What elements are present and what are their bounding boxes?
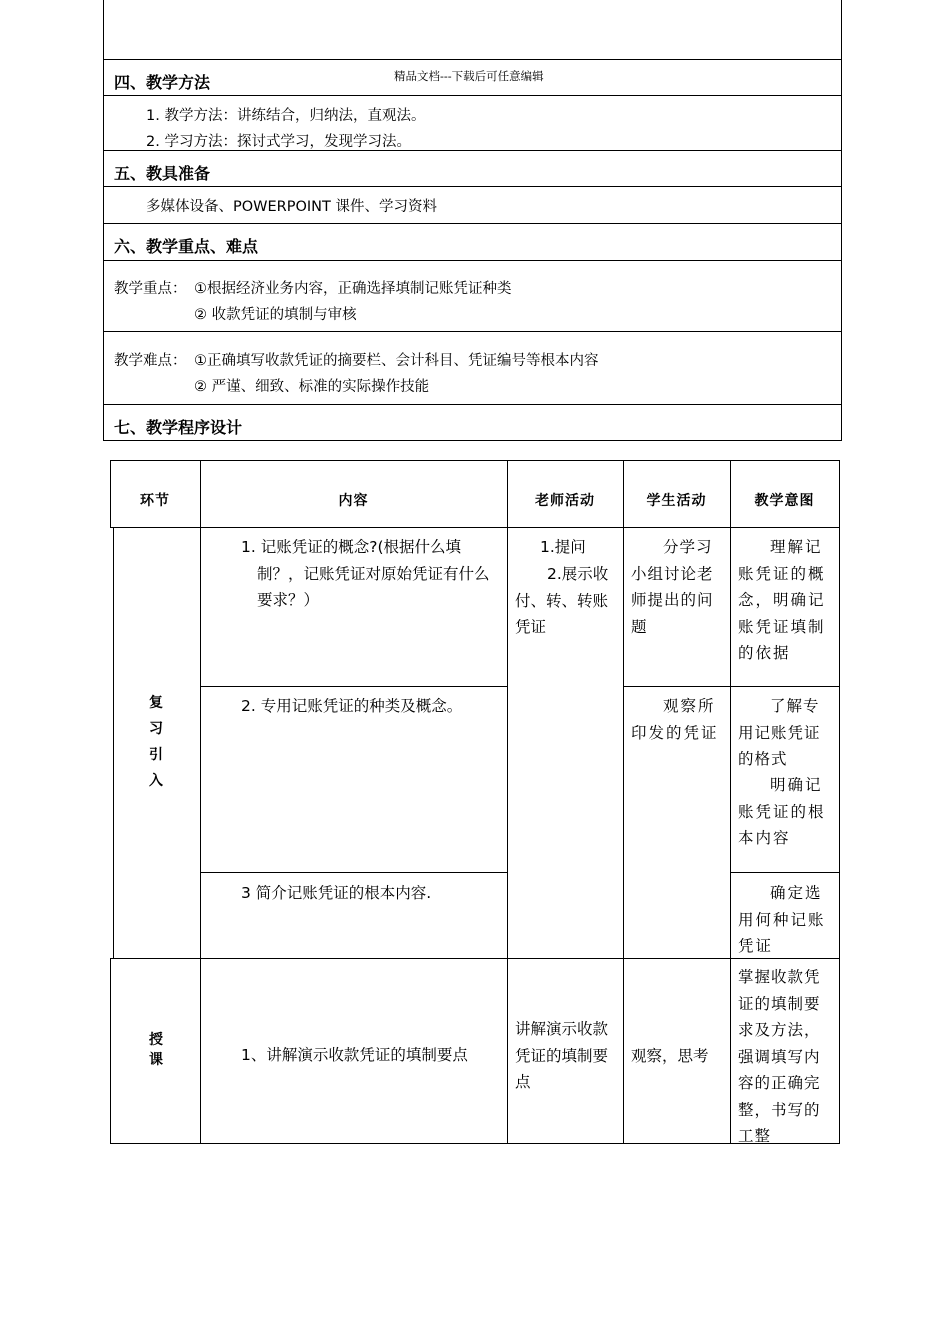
row3-content: 3 简介记账凭证的根本内容. [241,884,432,902]
key-point-2: ② 收款凭证的填制与审核 [194,307,357,323]
difficulty-1: ①正确填写收款凭证的摘要栏、会计科目、凭证编号等根本内容 [194,353,599,369]
header-student: 学生活动 [646,493,707,509]
student-activity-4: 观察，思考 [631,1047,709,1065]
teacher-activity-1b: 2.展示收付、转、转账凭证 [515,565,609,636]
row1-content-b: 制？，记账凭证对原始凭证有什么 [257,565,490,583]
section-5-title: 五、教具准备 [114,164,211,183]
key-label: 教学重点： [114,281,187,297]
method-item-2: 2. 学习方法：探讨式学习，发现学习法。 [146,134,411,150]
teacher-activity-4: 讲解演示收款凭证的填制要点 [515,1020,609,1091]
teacher-activity-1a: 1.提问 [540,538,586,556]
stage-review-intro: 复习引入 [149,695,163,789]
difficulty-label: 教学难点： [114,353,187,369]
intent-3: 确定选用何种记账凭证 [738,884,826,955]
intent-1: 理解记账凭证的概念，明确记账凭证填制的依据 [738,538,826,662]
difficulty-2: ② 严谨、细致、标准的实际操作技能 [194,379,430,395]
intent-2b: 明确记账凭证的根本内容 [738,776,826,847]
row4-content: 1、讲解演示收款凭证的填制要点 [241,1046,468,1064]
watermark-text: 精品文档---下载后可任意编辑 [394,69,544,83]
equipment-text: 多媒体设备、POWERPOINT 课件、学习资料 [146,199,437,215]
section-4-title: 四、教学方法 [114,73,211,92]
header-intent: 教学意图 [754,493,815,509]
header-stage: 环节 [140,493,170,509]
intent-4: 掌握收款凭证的填制要求及方法，强调填写内容的正确完整，书写的工整 [738,968,821,1145]
section-6-title: 六、教学重点、难点 [114,237,259,256]
key-point-1: ①根据经济业务内容，正确选择填制记账凭证种类 [194,281,512,297]
header-teacher: 老师活动 [535,493,595,509]
row1-content-c: 要求？） [257,591,320,609]
intent-2a: 了解专用记账凭证的格式 [738,697,821,768]
row2-content: 2. 专用记账凭证的种类及概念。 [241,697,463,715]
method-item-1: 1. 教学方法：讲练结合，归纳法，直观法。 [146,108,426,124]
student-activity-2: 观察所印发的凭证 [631,697,719,742]
header-content: 内容 [338,493,369,509]
stage-teaching: 授课 [149,1032,163,1068]
student-activity-1: 分学习小组讨论老师提出的问题 [631,538,714,636]
section-7-title: 七、教学程序设计 [114,418,243,437]
row1-content-a: 1. 记账凭证的概念?(根据什么填 [241,538,461,556]
